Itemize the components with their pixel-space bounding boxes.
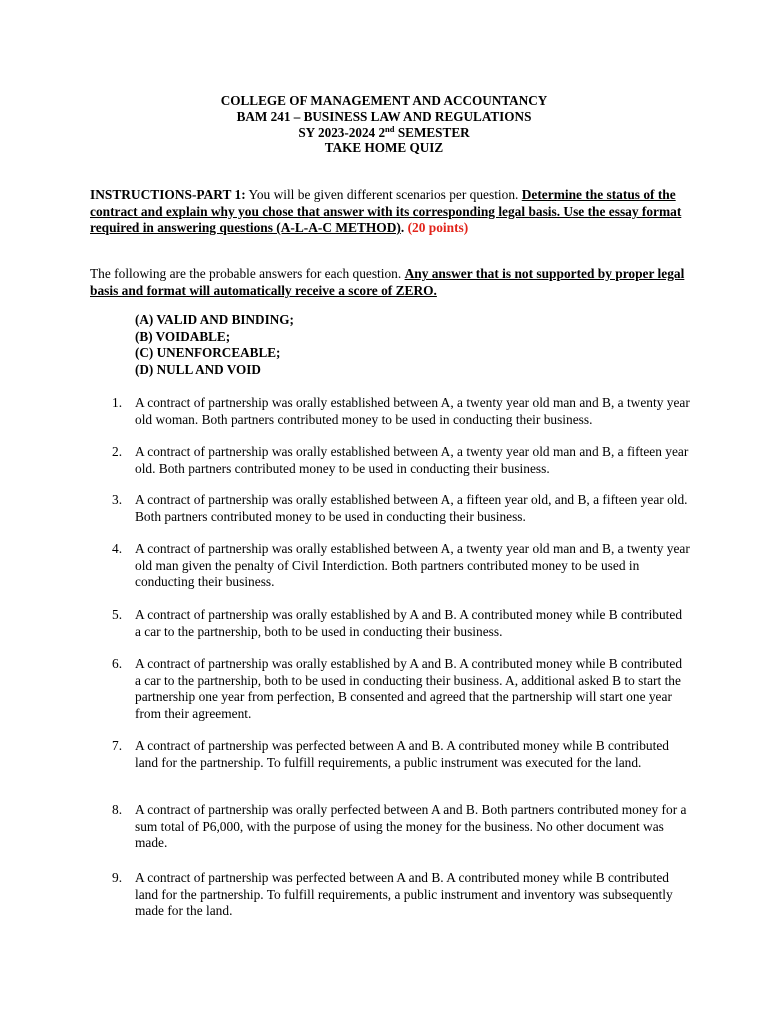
instructions-emphasis: Determine the status of the contract and explain why you chose that answer with its corresponding legal basis. Use the essay format required in answering questions (A-L-A-C METHOD) <box>90 187 682 235</box>
question-8: 8. A contract of partnership was orally perfected between A and B. Both partners contributed money for a sum total of P6,000, with the purpose of using the money for the business. No other document was made. <box>112 802 687 850</box>
question-1: 1. A contract of partnership was orally established between A, a twenty year old man and B, a twenty year old woman. Both partners contributed money to be used in conducting their business. <box>112 395 690 427</box>
question-4: 4. A contract of partnership was orally established between A, a twenty year old man and B, a twenty year old man given the penalty of Civil Interdiction. Both partners contributed money to be used in conducting their business. <box>112 541 690 589</box>
question-2: 2. A contract of partnership was orally established between A, a twenty year old man and B, a fifteen year old. Both partners contributed money to be used in conducting their business. <box>112 444 689 476</box>
points-label: (20 points) <box>407 220 469 235</box>
college-name: COLLEGE OF MANAGEMENT AND ACCOUNTANCY <box>220 93 548 108</box>
question-5: 5. A contract of partnership was orally established by A and B. A contributed money while B contributed a car to the partnership, both to be used in conducting their business. <box>112 607 683 639</box>
intro-emphasis: Any answer that is not supported by proper legal basis and format will automatically receive a score of ZERO. <box>90 266 685 298</box>
quiz-title: TAKE HOME QUIZ <box>324 140 444 156</box>
intro-paragraph <box>90 266 690 299</box>
course-title: BAM 241 – BUSINESS LAW AND REGULATIONS <box>236 108 532 124</box>
instructions-label: INSTRUCTIONS-PART 1: <box>90 187 246 202</box>
question-3: 3. A contract of partnership was orally established between A, a fifteen year old, and B, a fifteen year old. Both partners contributed money to be used in conducting their business. <box>112 492 688 524</box>
choice-a: (A) VALID AND BINDING; <box>135 312 294 327</box>
choice-c: (C) UNENFORCEABLE; <box>135 345 281 360</box>
question-6: 6. A contract of partnership was orally established by A and B. A contributed money while B contributed a car to the partnership, both to be used in conducting their business. A, additional asked B to start the partnership one year from perfection, B consented and agreed that the partnership will start one year from their agreement. <box>112 656 683 721</box>
instructions-text: You will be given different scenarios per question. <box>245 187 522 202</box>
question-9: 9. A contract of partnership was perfected between A and B. A contributed money while B contributed land for the partnership. To fulfill requirements, a public instrument and inventory was subsequently made for the land. <box>112 870 673 918</box>
document-header <box>0 93 768 156</box>
choice-b: (B) VOIDABLE; <box>135 328 231 344</box>
answer-choices <box>135 312 294 378</box>
instructions-paragraph: INSTRUCTIONS-PART 1: You will be given different scenarios per question. Determine the status of the contract and explain why you chose that answer with its corresponding legal basis. Use the essay format required in answering questions (A-L-A-C METHOD). (20 points) <box>90 187 682 235</box>
intro-text: The following are the probable answers for each question. <box>90 266 405 281</box>
choice-d: (D) NULL AND VOID <box>135 361 261 377</box>
school-year: SY 2023-2024 2nd SEMESTER <box>298 123 470 140</box>
question-7: 7. A contract of partnership was perfected between A and B. A contributed money while B contributed land for the partnership. To fulfill requirements, a public instrument was executed for the land. <box>112 738 669 770</box>
